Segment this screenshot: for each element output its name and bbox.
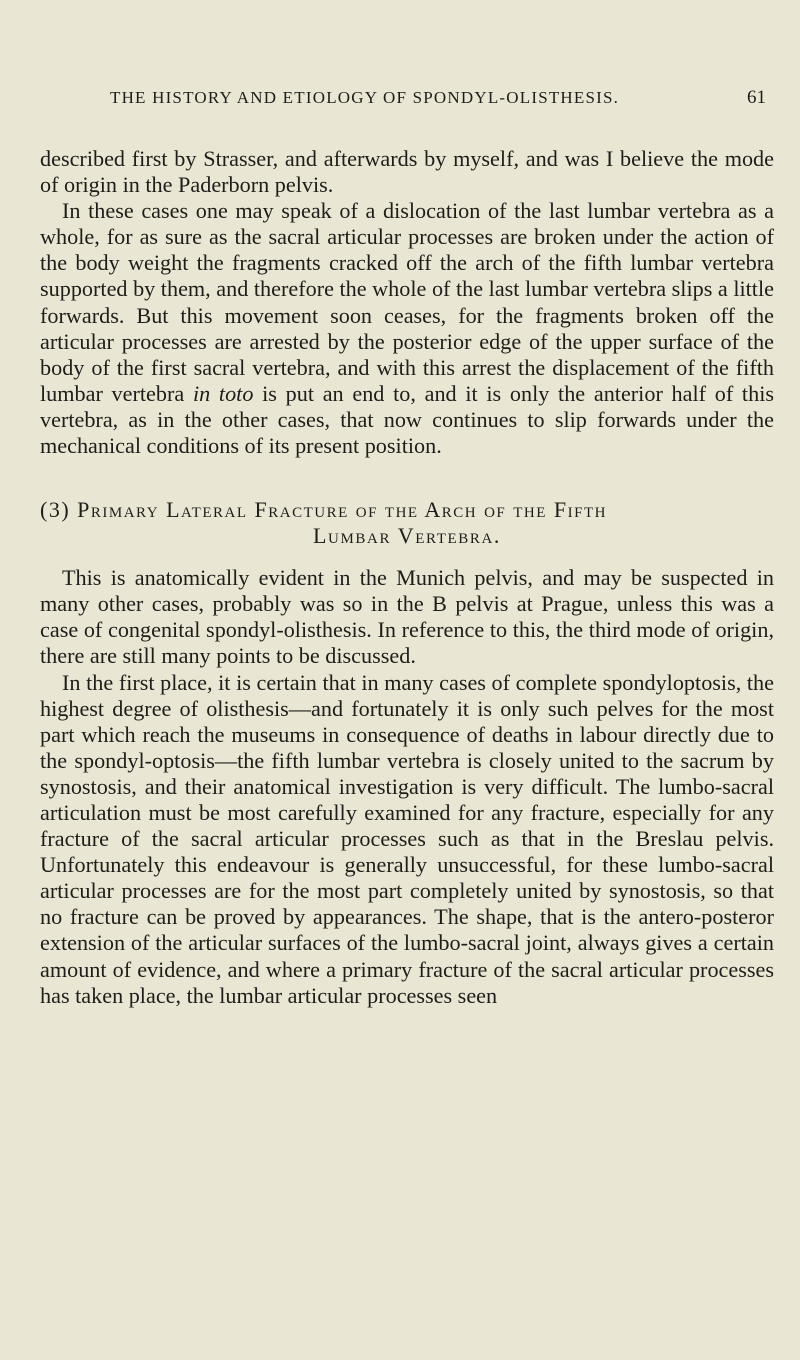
paragraph-2-text-b: is put an end to, and it is only the anterior half of this vertebra, as in the other cases, that now continues to slip forwards under the mechanical conditions of its present position. — [40, 380, 774, 459]
section-heading-line-1: (3) Primary Lateral Fracture of the Arch of the Fifth — [40, 497, 607, 523]
running-header — [110, 87, 766, 109]
section-heading-line-2: Lumbar Vertebra. — [313, 523, 501, 549]
paragraph-2-italic: in toto — [192, 380, 254, 406]
body-text — [40, 146, 774, 1009]
section-heading — [40, 497, 774, 549]
page-number: 61 — [747, 87, 766, 108]
paragraph-1: described first by Strasser, and afterwards by myself, and was I believe the mode of origin in the Paderborn pelvis. — [40, 146, 774, 198]
paragraph-4: In the first place, it is certain that in many cases of complete spondyloptosis, the highest degree of olisthesis—and fortunately it is only such pelves for the most part which reach the museums in consequence of deaths in labour directly due to the spondyl-optosis—the fifth lumbar vertebra is closely united to the sacrum by synostosis, and their anatomical investigation is very difficult. The lumbo-sacral articulation must be most carefully examined for any fracture, especially for any fracture of the sacral articular processes such as that in the Breslau pelvis. Unfortunately this endeavour is generally unsuccessful, for these lumbo-sacral articular processes are for the most part completely united by synostosis, so that no fracture can be proved by appearances. The shape, that is the antero-posteror extension of the articular surfaces of the lumbo-sacral joint, always gives a certain amount of evidence, and where a primary fracture of the sacral articular processes has taken place, the lumbar articular processes seen — [40, 669, 774, 1008]
paragraph-3: This is anatomically evident in the Munich pelvis, and may be suspected in many other cases, probably was so in the B pelvis at Prague, unless this was a case of congenital spondyl-olisthesis. In reference to this, the third mode of origin, there are still many points to be discussed. — [40, 565, 774, 669]
paragraph-2 — [40, 198, 774, 459]
paragraph-2-text-a: In these cases one may speak of a dislocation of the last lumbar vertebra as a whole, for as sure as the sacral articular processes are broken under the action of the body weight the fragments cracked off the arch of the fifth lumbar vertebra supported by them, and therefore the whole of the last lumbar vertebra slips a little forwards. But this movement soon ceases, for the fragments broken off the articular processes are arrested by the posterior edge of the upper surface of the body of the first sacral vertebra, and with this arrest the displacement of the fifth lumbar vertebra — [40, 198, 774, 406]
header-title: THE HISTORY AND ETIOLOGY OF SPONDYL-OLISTHESIS. — [110, 88, 620, 107]
